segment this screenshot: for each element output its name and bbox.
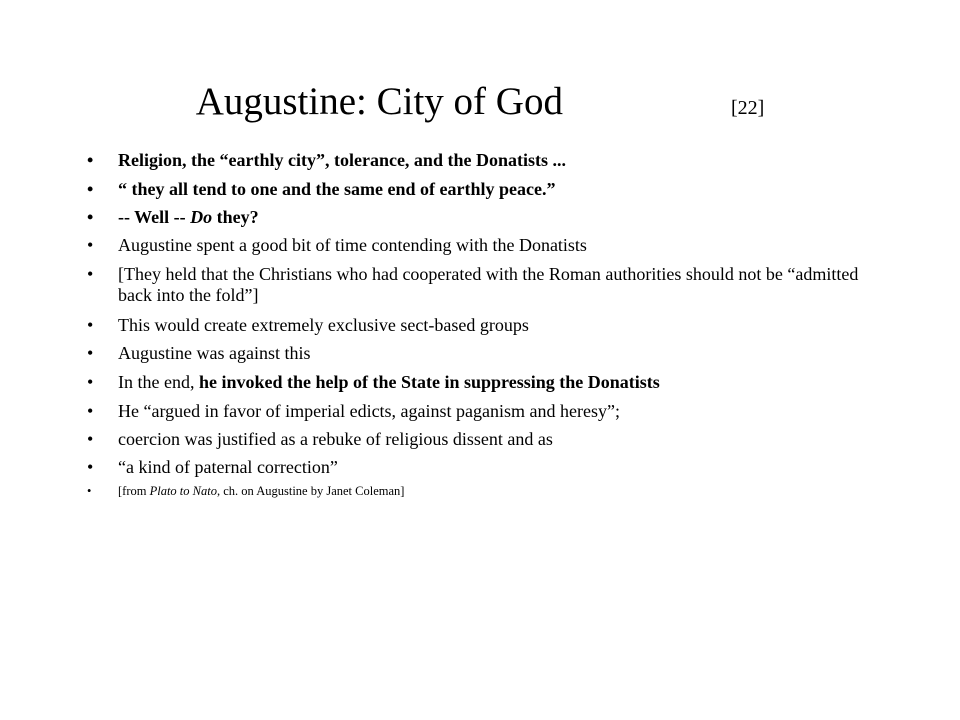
bullet-text (118, 484, 867, 499)
bullet-item (87, 429, 867, 450)
bullet-text: This would create extremely exclusive sect-based groups (118, 315, 529, 335)
bullet-text-suffix: they? (212, 207, 259, 227)
bullet-icon: • (87, 264, 94, 284)
bullet-text: “a kind of paternal correction” (118, 457, 338, 477)
bullet-text (118, 372, 867, 393)
bullet-icon: • (87, 207, 94, 227)
bullet-item (87, 207, 867, 228)
bullet-item (87, 343, 867, 364)
bullet-icon: • (87, 429, 94, 449)
bullet-item (87, 235, 867, 256)
bullet-item (87, 179, 867, 200)
bullet-icon: • (87, 401, 94, 421)
title-text: Augustine: City of God (195, 80, 563, 123)
bullet-text-suffix: , ch. on Augustine by Janet Coleman] (216, 484, 405, 498)
bullet-text: Augustine spent a good bit of time contending with the Donatists (118, 235, 587, 255)
bullet-item (87, 484, 867, 499)
bullet-text: coercion was justified as a rebuke of religious dissent and as (118, 429, 553, 449)
bullet-text: [They held that the Christians who had cooperated with the Roman authorities should not be “admitted back into the fold”] (118, 264, 859, 305)
bullet-icon: • (87, 372, 94, 392)
bullet-text: Augustine was against this (118, 343, 311, 363)
bullet-text-plain: In the end, (118, 372, 199, 392)
bullet-item (87, 457, 867, 478)
bullet-text: Religion, the “earthly city”, tolerance, and the Donatists ... (118, 150, 566, 170)
bullet-text (118, 207, 867, 228)
bullet-text-prefix: -- Well -- (118, 207, 191, 227)
bullet-text-emphasis: Plato to Nato (149, 484, 217, 498)
bullet-item (87, 372, 867, 393)
bullet-text: “ they all tend to one and the same end of earthly peace.” (118, 179, 556, 199)
bullet-text-prefix: [from (118, 484, 150, 498)
bullet-item (87, 264, 867, 306)
bullet-icon: • (87, 315, 94, 335)
bullet-icon: • (87, 457, 94, 477)
bullet-icon: • (87, 179, 94, 199)
bullet-item (87, 150, 867, 171)
bullet-icon: • (87, 343, 94, 363)
bullet-text: He “argued in favor of imperial edicts, against paganism and heresy”; (118, 401, 620, 421)
bullet-item (87, 315, 867, 336)
bullet-icon: • (87, 150, 94, 170)
bullet-icon: • (87, 484, 92, 498)
bullet-text-emphasis: Do (190, 207, 213, 227)
bullet-item (87, 401, 867, 422)
bullet-text-bold: he invoked the help of the State in suppressing the Donatists (198, 372, 660, 392)
bullet-icon: • (87, 235, 94, 255)
slide-number: [22] (730, 97, 765, 119)
